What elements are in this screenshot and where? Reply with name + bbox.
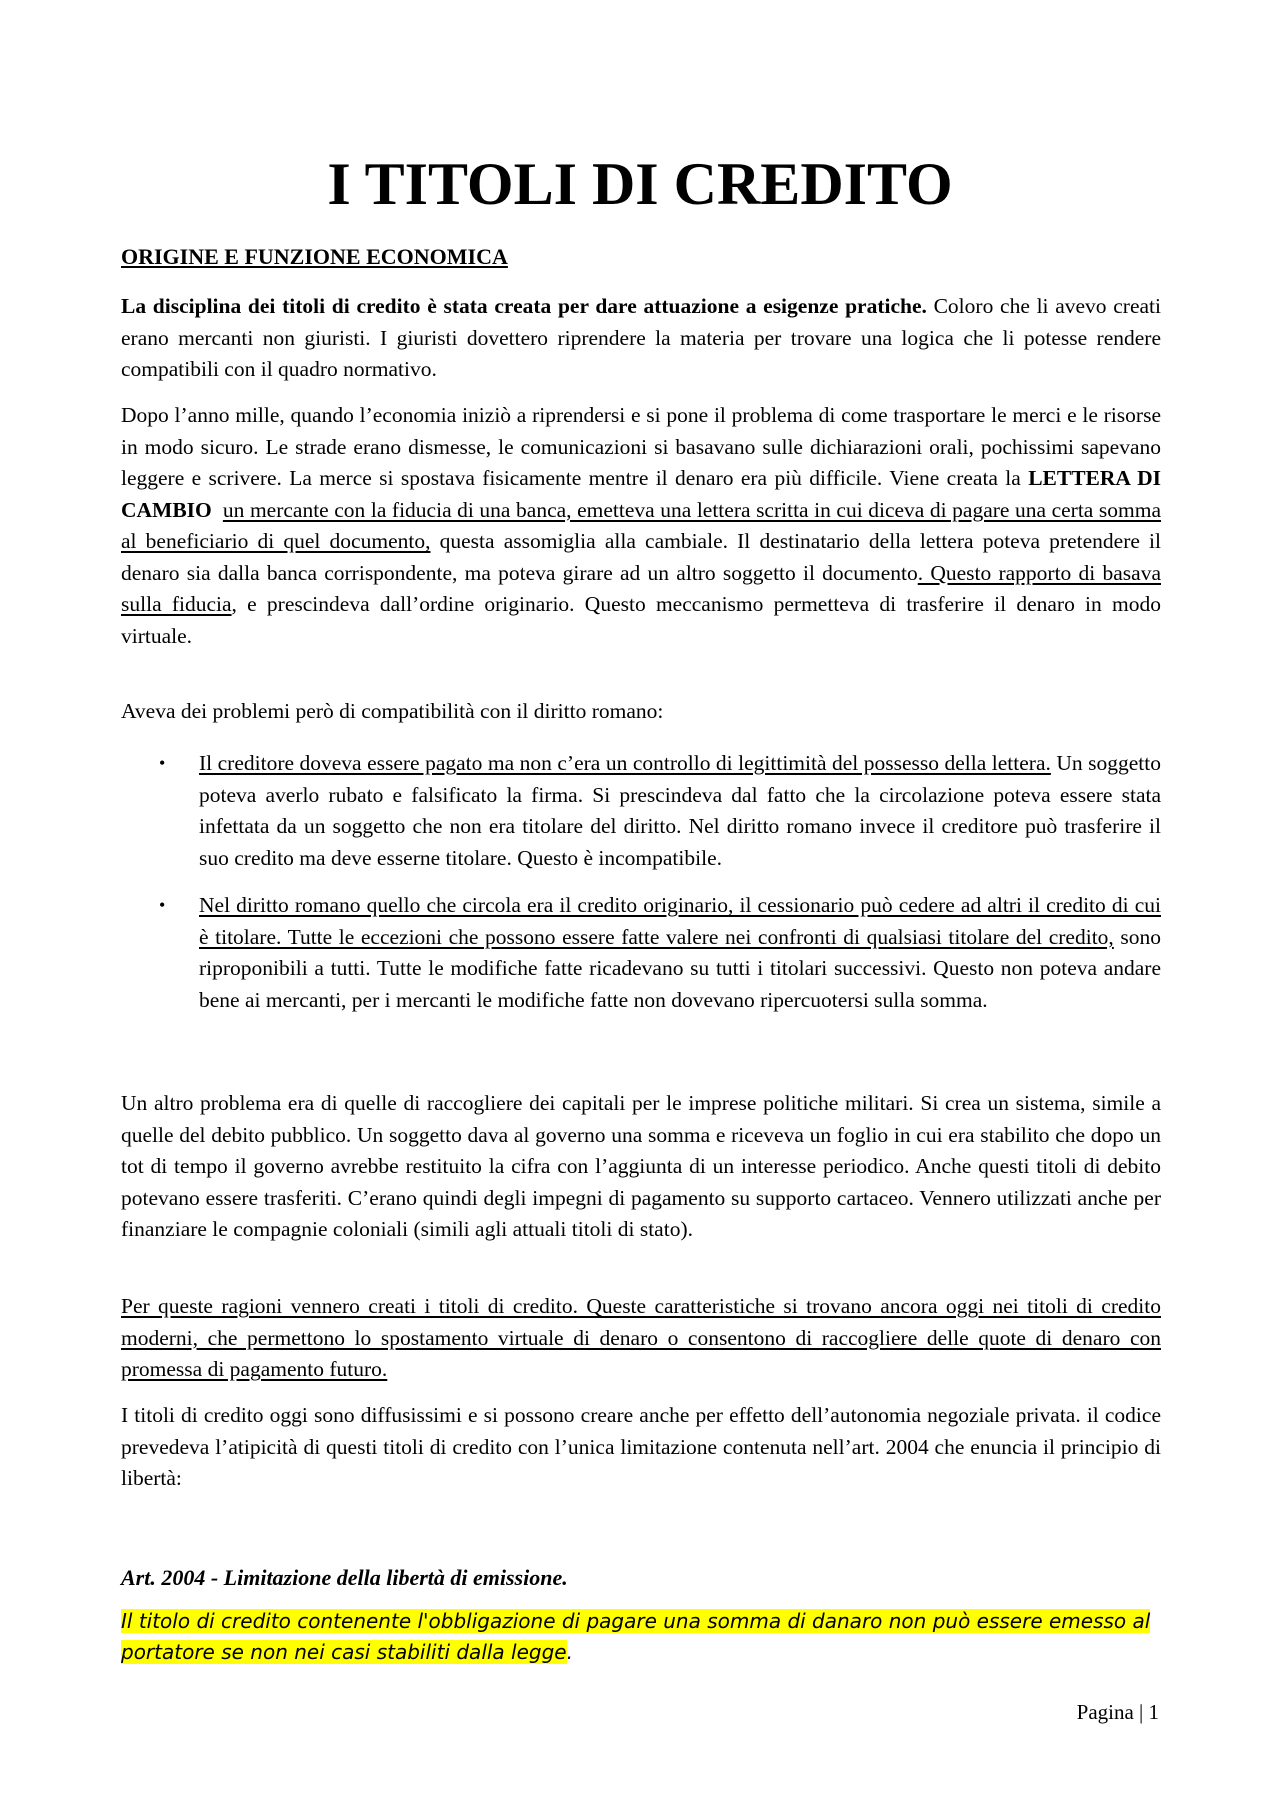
list-item-underlined: Nel diritto romano quello che circola era il credito originario, il cessionario può cedere ad altri il credito di cui è titolare. Tutte le eccezioni che possono essere fatte valere nei confronti di qualsiasi titolare del credito, [199, 893, 1161, 949]
paragraph-history-underline-2: . Questo rapporto di basava sulla fiducia [121, 560, 1161, 616]
paragraph-history-b [212, 498, 223, 522]
list-item-underlined: Il creditore doveva essere pagato ma non c’era un controllo di legittimità del possesso della lettera. [199, 751, 1051, 775]
list-item-rest: sono riproponibili a tutti. Tutte le modifiche fatte ricadevano su tutti i titolari successivi. Questo non poteva andare bene ai mercanti, per i mercanti le modifiche fatte non dovevano ripercuotersi sulla somma. [199, 924, 1161, 1012]
article-text [121, 1606, 1161, 1668]
article-heading: Art. 2004 - Limitazione della libertà di emissione. [121, 1565, 568, 1590]
lettera-di-cambio-term: LETTERA DI CAMBIO [121, 466, 1161, 522]
paragraph-history-d: , e prescindeva dall’ordine originario. Questo meccanismo permetteva di trasferire il denaro in modo virtuale. [121, 592, 1161, 648]
paragraph-problems: Aveva dei problemi però di compatibilità con il diritto romano: [121, 699, 664, 723]
paragraph-modern: I titoli di credito oggi sono diffusissimi e si possono creare anche per effetto dell’autonomia negoziale privata. il codice prevedeva l’atipicità di questi titoli di credito con l’unica limitazione contenuta nell’art. 2004 che enuncia il principio di libertà: [121, 1403, 1161, 1490]
paragraph-intro [121, 291, 1161, 386]
paragraph-history-c: questa assomiglia alla cambiale. Il destinatario della lettera poteva pretendere il denaro sia dalla banca corrispondente, ma poteva girare ad un altro soggetto il documento [121, 529, 1161, 585]
paragraph-intro-bold: La disciplina dei titoli di credito è stata creata per dare attuazione a esigenze pratiche. [121, 294, 927, 318]
page-number: Pagina | 1 [1076, 1700, 1159, 1724]
list-item-rest: Un soggetto poteva averlo rubato e falsificato la firma. Si prescindeva dal fatto che la circolazione poteva essere stata infettata da un soggetto che non era titolare del diritto. Nel diritto romano invece il creditore può trasferire il suo credito ma deve esserne titolare. Questo è incompatibile. [199, 751, 1161, 870]
paragraph-intro-rest: Coloro che li avevo creati erano mercanti non giuristi. I giuristi dovettero riprendere la materia per trovare una logica che li potesse rendere compatibili con il quadro normativo. [121, 294, 1161, 381]
paragraph-history-a: Dopo l’anno mille, quando l’economia iniziò a riprendersi e si pone il problema di come trasportare le merci e le risorse in modo sicuro. Le strade erano dismesse, le comunicazioni si basavano sulle dichiarazioni orali, pochissimi sapevano leggere e scrivere. La merce si spostava fisicamente mentre il denaro era più difficile. Viene creata la [121, 403, 1161, 490]
list-item [121, 890, 1161, 1016]
problems-list [121, 748, 1161, 1016]
article-text-tail: . [566, 1640, 573, 1664]
document-title: I TITOLI DI CREDITO [327, 151, 953, 217]
paragraph-conclusion: Per queste ragioni vennero creati i titoli di credito. Queste caratteristiche si trovano ancora oggi nei titoli di credito moderni, che permettono lo spostamento virtuale di denaro o consentono di raccogliere delle quote di denaro con promessa di pagamento futuro. [121, 1294, 1161, 1381]
paragraph-history-underline-1: un mercante con la fiducia di una banca, emetteva una lettera scritta in cui diceva di pagare una certa somma al beneficiario di quel documento, [121, 497, 1162, 553]
bullet-icon: • [159, 753, 166, 773]
paragraph-history [121, 400, 1161, 652]
article-text-highlighted: Il titolo di credito contenente l'obbligazione di pagare una somma di danaro non può essere emesso al portatore se non nei casi stabiliti dalla legge [121, 1609, 1151, 1664]
section-heading: ORIGINE E FUNZIONE ECONOMICA [121, 244, 508, 269]
paragraph-public-debt: Un altro problema era di quelle di raccogliere dei capitali per le imprese politiche militari. Si crea un sistema, simile a quelle del debito pubblico. Un soggetto dava al governo una somma e riceveva un foglio in cui era stabilito che dopo un tot di tempo il governo avrebbe restituito la cifra con l’aggiunta di un interesse periodico. Anche questi titoli di debito potevano essere trasferiti. C’erano quindi degli impegni di pagamento su supporto cartaceo. Vennero utilizzati anche per finanziare le compagnie coloniali (simili agli attuali titoli di stato). [121, 1091, 1161, 1241]
bullet-icon: • [159, 895, 166, 915]
list-item [121, 748, 1161, 874]
